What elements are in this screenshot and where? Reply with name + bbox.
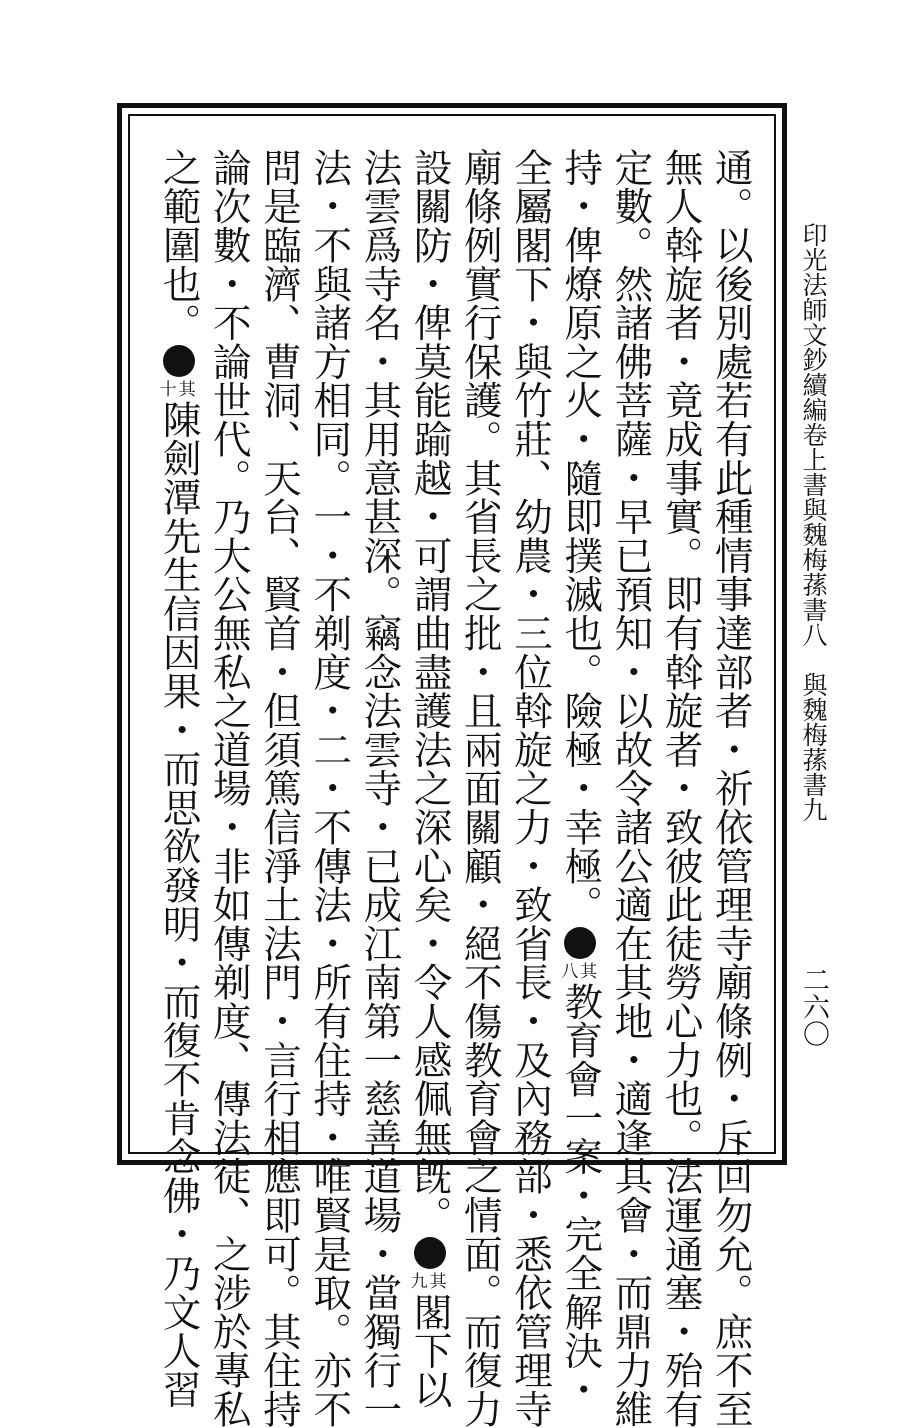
column-text: 全屬閣下・與竹莊、幼農・三位斡旋之力・致省長・及內務部・悉依管理寺: [508, 148, 553, 1428]
column-text: 陳劍潭先生信因果・而思欲發明・而復不肯念佛・乃文人習: [156, 400, 202, 1409]
text-column: [204, 148, 254, 1428]
text-column: [154, 148, 204, 1409]
column-text: 教育會一案・完全解決・: [558, 982, 604, 1409]
section-number-note: 九其: [410, 1272, 449, 1293]
column-text: 通。以後別處若有此種情事達部者・祈依管理寺廟條例・斥回勿允。庶不至: [708, 148, 754, 1428]
column-text: 廟條例實行保護。其省長之批・且兩面關顧・絕不傷教育會之情面。而復力: [457, 148, 503, 1428]
section-bullet-icon: [163, 345, 195, 377]
column-text: 法雲爲寺名・其用意甚深。竊念法雲寺・已成江南第一慈善道場・當獨行一: [357, 148, 403, 1428]
page-number: 二六〇: [798, 966, 829, 1047]
text-column: [656, 148, 706, 1428]
section-bullet-icon: [564, 927, 596, 959]
column-text: 問是臨濟、曹洞、天台、賢首・但須篤信淨土法門・言行相應即可。其住持: [257, 148, 302, 1428]
column-text: 法・不與諸方相同。一・不剃度・二・不傳法・所有住持・唯賢是取。亦不: [307, 148, 353, 1428]
section-label: 書: [799, 472, 828, 497]
text-column: [354, 148, 404, 1428]
text-column: [304, 148, 354, 1428]
letter-titles: 與魏梅蓀書八 與魏梅蓀書九: [799, 497, 828, 822]
text-column: [405, 148, 455, 1409]
book-title: 印光法師文鈔續編卷上: [799, 222, 828, 472]
text-column: [505, 148, 555, 1428]
column-text: 閣下以: [407, 1292, 453, 1409]
running-head: [794, 222, 832, 822]
text-column: [605, 148, 655, 1428]
column-text: 無人斡旋者・竟成事實。即有斡旋者・致彼此徒勞心力也。法運通塞・殆有: [658, 148, 704, 1428]
section-number-note: 十其: [159, 380, 198, 400]
text-column: [455, 148, 505, 1428]
text-column: [254, 148, 304, 1428]
text-column: [706, 148, 756, 1428]
column-text: 之範圍也。: [156, 148, 202, 342]
column-text: 定數。然諸佛菩薩・早已預知・以故令諸公適在其地・適逢其會・而鼎力維: [608, 148, 654, 1428]
section-bullet-icon: [414, 1237, 446, 1269]
column-text: 論次數・不論世代。乃大公無私之道場・非如傳剃度、傳法徒、之涉於專私: [206, 148, 252, 1428]
text-column: [555, 148, 605, 1409]
column-text: 持・俾燎原之火・隨即撲滅也。險極・幸極。: [558, 148, 604, 924]
column-text: 設關防・俾莫能踰越・可謂曲盡護法之深心矣・令人感佩無旣。: [407, 148, 453, 1235]
section-number-note: 八其: [561, 962, 600, 982]
